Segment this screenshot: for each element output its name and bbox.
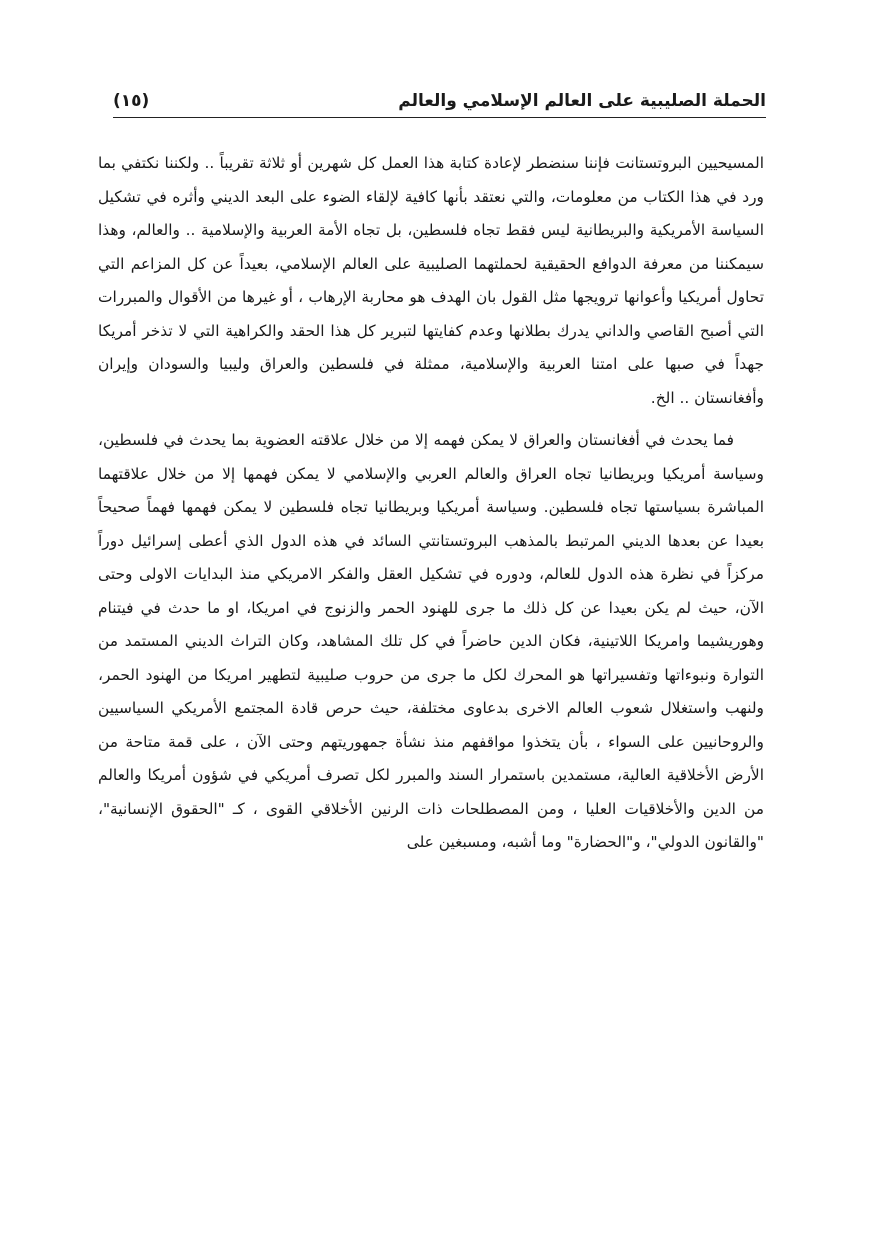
page-number: (١٥) [113, 91, 150, 111]
header-title: الحملة الصليبية على العالم الإسلامي والعالم [398, 91, 766, 111]
paragraph-2: فما يحدث في أفغانستان والعراق لا يمكن فهمه إلا من خلال علاقته العضوية بما يحدث في فلسطين، وسياسة أمريكيا وبريطانيا تجاه العراق والعالم العربي والإسلامي لا يمكن فهمها إلا من خلال علاقتهما المباشرة بسياستها تجاه فلسطين. وسياسة أمريكيا وبريطانيا تجاه فلسطين لا يمكن فهمها فهماً صحيحاً بعيدا عن بعدها الديني المرتبط بالمذهب البروتستانتي السائد في هذه الدول الذي أعطى إسرائيل دوراً مركزاً في نظرة هذه الدول للعالم، ودوره في تشكيل العقل والفكر الامريكي منذ البدايات الاولى وحتى الآن، حيث لم يكن بعيدا عن كل ذلك ما جرى للهنود الحمر والزنوج في امريكا، او ما حدث في فيتنام وهوريشيما وامريكا اللاتينية، فكان الدين حاضراً في كل تلك المشاهد، وكان التراث الديني المستمد من التوارة ونبوءاتها وتفسيراتها هو المحرك لكل ما جرى من حروب صليبية لتطهير امريكا من الهنود الحمر، ولنهب واستغلال شعوب العالم الاخرى بدعاوى مختلفة، حيث حرص قادة المجتمع الأمريكي السياسيين والروحانيين على السواء ، بأن يتخذوا مواقفهم منذ نشأة جمهوريتهم وحتى الآن ، على قمة متاحة من الأرض الأخلاقية العالية، مستمدين باستمرار السند والمبرر لكل تصرف أمريكي في شؤون أمريكا والعالم من الدين والأخلاقيات العليا ، ومن المصطلحات ذات الرنين الأخلاقي القوى ، كـ "الحقوق الإنسانية"، "والقانون الدولي"، و"الحضارة" وما أشبه، ومسبغين على [98, 431, 764, 851]
body-text [98, 147, 764, 860]
paragraph-1: المسيحيين البروتستانت فإننا سنضطر لإعادة كتابة هذا العمل كل شهرين أو ثلاثة تقريباً .. ولكننا نكتفي بما ورد في هذا الكتاب من معلومات، والتي نعتقد بأنها كافية لإلقاء الضوء على البعد الديني وأثره في تشكيل السياسة الأمريكية والبريطانية ليس فقط تجاه فلسطين، بل تجاه الأمة العربية والإسلامية .. والعالم، وهذا سيمكننا من معرفة الدوافع الحقيقية لحملتهما الصليبية على العالم الإسلامي، بعيداً عن كل المزاعم التي تحاول أمريكيا وأعوانها ترويجها مثل القول بان الهدف هو محاربة الإرهاب ، أو غيرها من الأقوال والمبررات التي أصبح القاصي والداني يدرك بطلانها وعدم كفايتها لتبرير كل هذا الحقد والكراهية التي لا تذخر أمريكا جهداً في صبها على امتنا العربية والإسلامية، ممثلة في فلسطين والعراق وليبيا والسودان وإيران وأفغانستان .. الخ. [98, 154, 764, 407]
running-header [113, 84, 766, 118]
header-divider [113, 117, 766, 118]
